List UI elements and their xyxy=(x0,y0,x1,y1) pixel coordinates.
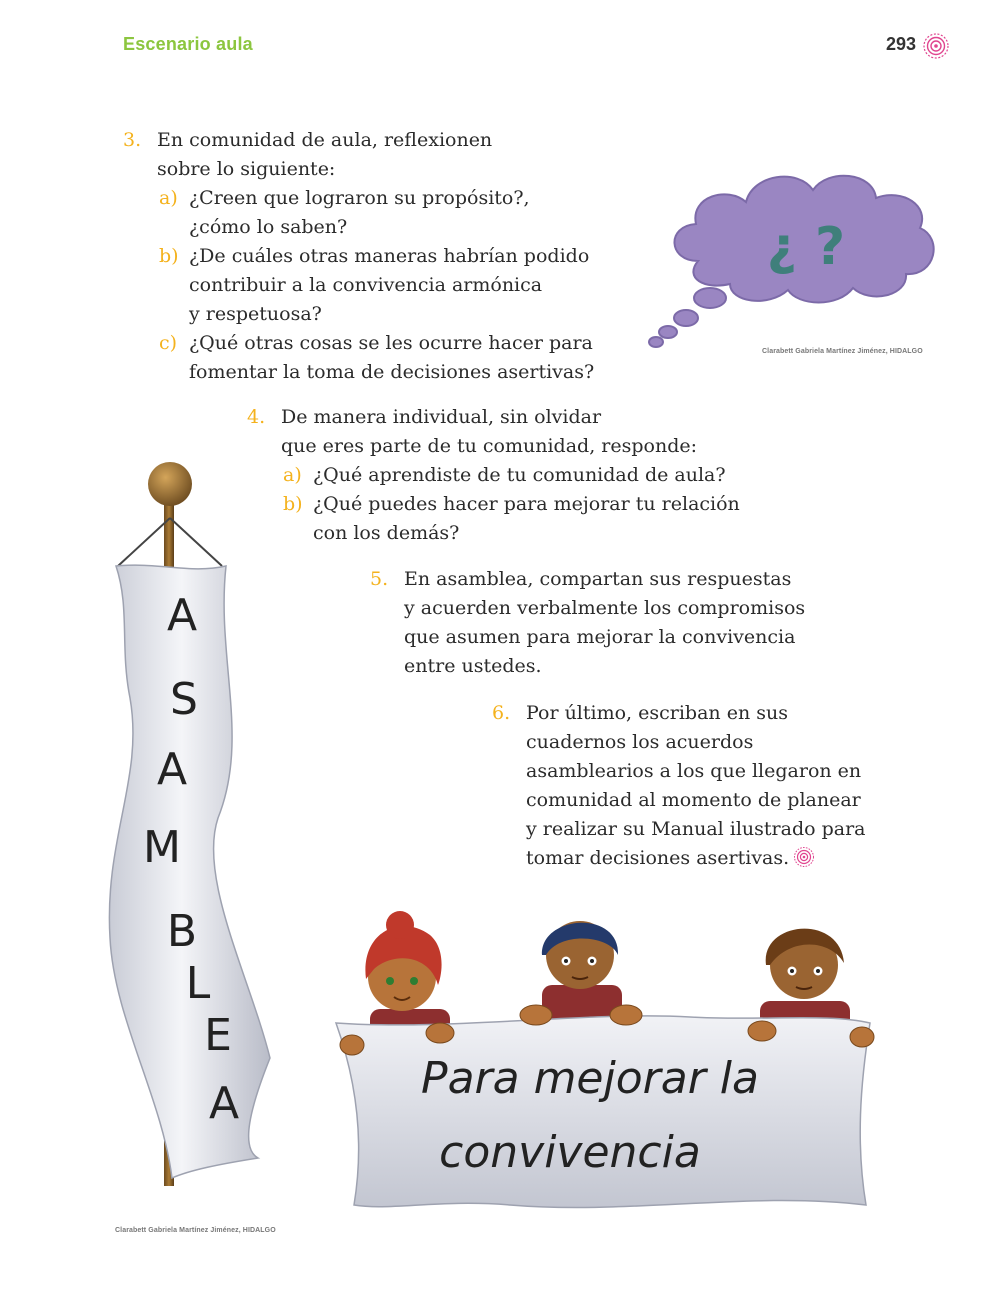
sub-item-a xyxy=(157,184,594,242)
child-figure xyxy=(542,921,622,1019)
sub-item-letter: b) xyxy=(283,493,303,515)
flag-letter: B xyxy=(166,906,198,957)
children-banner-illustration xyxy=(330,905,875,1223)
sub-item-letter: c) xyxy=(159,332,178,354)
item-text-line: asamblearios a los que llegaron en xyxy=(526,760,862,782)
flag-letter: L xyxy=(185,958,211,1009)
sub-item-text: ¿Qué otras cosas se les ocurre hacer para xyxy=(189,332,593,354)
flag-letter: M xyxy=(143,822,181,873)
activity-item-6 xyxy=(492,699,866,873)
page-number: 293 xyxy=(885,34,916,54)
spiral-mandala-icon xyxy=(793,846,815,868)
item-text-line: que asumen para mejorar la convivencia xyxy=(404,626,796,648)
item-text-line: En comunidad de aula, reflexionen xyxy=(157,129,493,151)
flag-letter: A xyxy=(156,744,188,795)
sub-item-a xyxy=(281,461,740,490)
illustration-credit: Clarabett Gabriela Martínez Jiménez, HIDALGO xyxy=(115,1227,276,1234)
activity-item-3 xyxy=(123,126,595,387)
sub-item-letter: a) xyxy=(283,464,302,486)
item-text-line: y realizar su Manual ilustrado para xyxy=(526,818,866,840)
flag-letter: E xyxy=(204,1010,232,1061)
sub-item-text: ¿Qué aprendiste de tu comunidad de aula? xyxy=(313,464,726,486)
sub-item-text: con los demás? xyxy=(313,522,460,544)
activity-item-5 xyxy=(370,565,806,681)
item-number: 4. xyxy=(247,406,266,428)
asamblea-flag-illustration xyxy=(100,458,285,1193)
sub-item-text: y respetuosa? xyxy=(189,303,322,325)
flag-letter: A xyxy=(208,1078,240,1129)
item-text-line: cuadernos los acuerdos xyxy=(526,731,754,753)
item-text-line: De manera individual, sin olvidar xyxy=(281,406,602,428)
item-text-line: En asamblea, compartan sus respuestas xyxy=(404,568,792,590)
item-number: 3. xyxy=(123,129,142,151)
sub-item-letter: b) xyxy=(159,245,179,267)
section-title: Escenario aula xyxy=(123,34,253,54)
item-number: 5. xyxy=(370,568,389,590)
activity-item-4 xyxy=(247,403,740,548)
banner-text-line-2: convivencia xyxy=(439,1127,701,1178)
illustration-credit: Clarabett Gabriela Martínez Jiménez, HIDALGO xyxy=(762,348,923,355)
banner-text-line-1: Para mejorar la xyxy=(421,1053,759,1104)
sub-item-b xyxy=(157,242,594,329)
thought-cloud-illustration xyxy=(638,166,948,356)
sub-item-text: ¿cómo lo saben? xyxy=(189,216,348,238)
sub-item-b xyxy=(281,490,740,548)
flag-letter: S xyxy=(170,674,198,725)
item-text-line-last xyxy=(526,844,866,873)
item-text-line: que eres parte de tu comunidad, responde: xyxy=(281,435,697,457)
question-marks: ¿ ? xyxy=(766,217,846,277)
sub-item-text: fomentar la toma de decisiones asertivas? xyxy=(189,361,595,383)
item-text-line: y acuerden verbalmente los compromisos xyxy=(404,597,806,619)
sub-item-letter: a) xyxy=(159,187,178,209)
item-text-line: comunidad al momento de planear xyxy=(526,789,861,811)
banner-cloth xyxy=(336,1016,870,1208)
child-figure xyxy=(365,911,450,1039)
sub-item-c xyxy=(157,329,594,387)
item-text-line: Por último, escriban en sus xyxy=(526,702,788,724)
flag-letter: A xyxy=(166,590,198,641)
sub-item-text: ¿Qué puedes hacer para mejorar tu relación xyxy=(313,493,740,515)
item-text-line: sobre lo siguiente: xyxy=(157,158,336,180)
spiral-mandala-icon xyxy=(922,32,950,60)
sub-item-text: contribuir a la convivencia armónica xyxy=(189,274,543,296)
item-text: tomar decisiones asertivas. xyxy=(526,847,790,869)
item-text-line: entre ustedes. xyxy=(404,655,542,677)
sub-item-text: ¿De cuáles otras maneras habrían podido xyxy=(189,245,590,267)
item-number: 6. xyxy=(492,702,511,724)
child-figure xyxy=(760,929,850,1031)
sub-item-text: ¿Creen que lograron su propósito?, xyxy=(189,187,530,209)
